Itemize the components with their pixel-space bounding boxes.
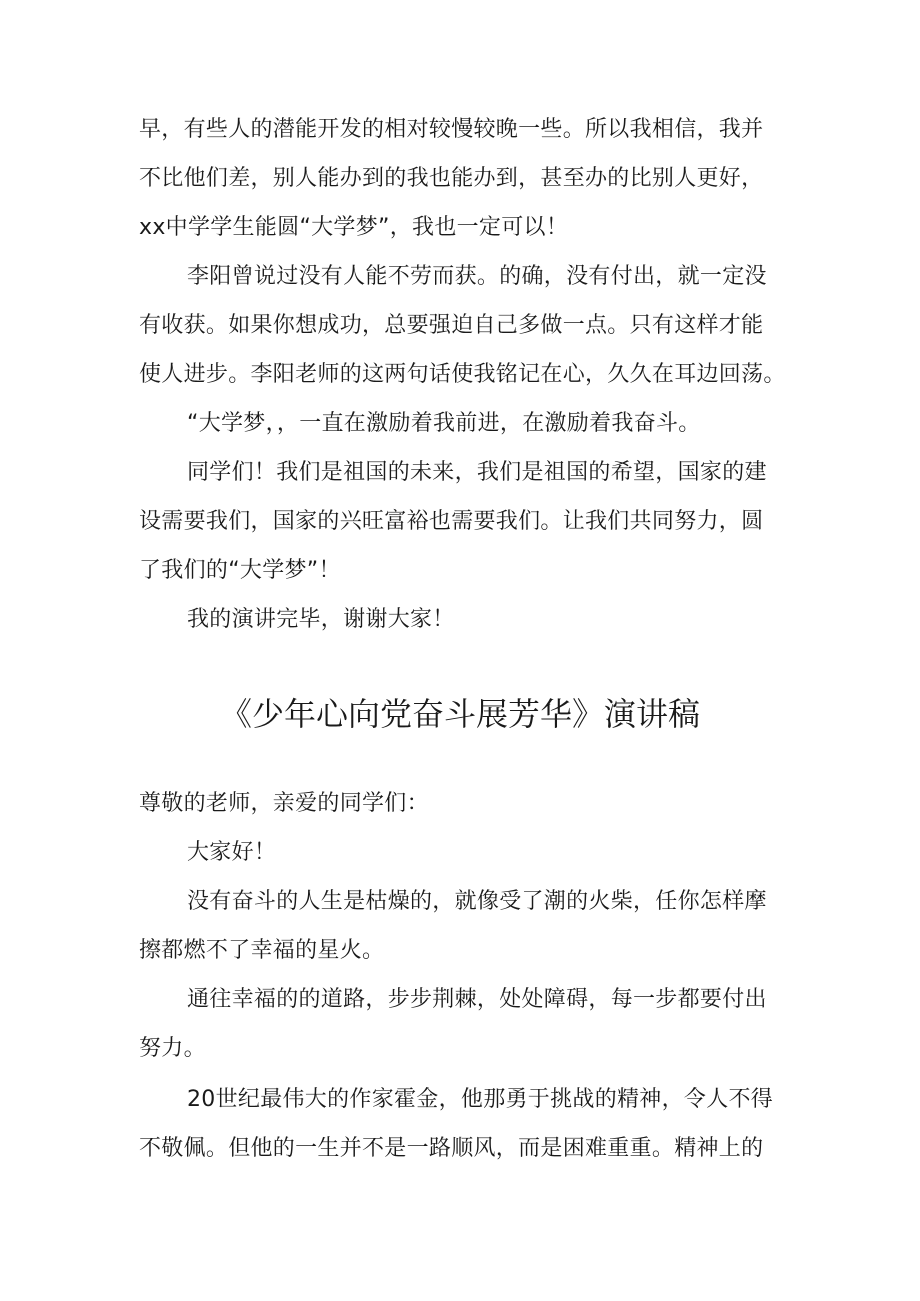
paragraph-line: xx中学学生能圆“大学梦”，我也一定可以！ — [139, 215, 569, 240]
paragraph-line: 不敬佩。但他的一生并不是一路顺风，而是困难重重。精神上的 — [139, 1136, 764, 1161]
paragraph-line: 擦都燃不了幸福的星火。 — [139, 938, 385, 963]
paragraph-line: 不比他们差，别人能办到的我也能办到，甚至办的比别人更好， — [139, 166, 764, 191]
paragraph-line: 设需要我们，国家的兴旺富裕也需要我们。让我们共同努力，圆 — [139, 509, 764, 534]
paragraph-line: 使人进步。李阳老师的这两句话使我铭记在心，久久在耳边回荡。 — [139, 362, 786, 387]
paragraph-line: 我的演讲完毕，谢谢大家！ — [187, 607, 455, 632]
paragraph-line: 同学们！我们是祖国的未来，我们是祖国的希望，国家的建 — [187, 460, 767, 485]
paragraph-line: 没有奋斗的人生是枯燥的，就像受了潮的火柴，任你怎样摩 — [187, 889, 767, 914]
paragraph-line: 通往幸福的的道路，步步荆棘，处处障碍，每一步都要付出 — [187, 987, 767, 1012]
document-title: 《少年心向党奋斗展芳华》演讲稿 — [219, 695, 700, 733]
paragraph-line: 早，有些人的潜能开发的相对较慢较晚一些。所以我相信，我并 — [139, 117, 764, 142]
paragraph-line: 了我们的“大学梦”！ — [139, 558, 341, 583]
paragraph-line: 有收获。如果你想成功，总要强迫自己多做一点。只有这样才能 — [139, 313, 764, 338]
paragraph-line: 努力。 — [139, 1036, 206, 1061]
paragraph-line: “大学梦，，一直在激励着我前进，在激励着我奋斗。 — [187, 411, 701, 436]
salutation-line: 尊敬的老师，亲爱的同学们： — [139, 791, 429, 816]
greeting-line: 大家好！ — [187, 840, 277, 865]
paragraph-line: 李阳曾说过没有人能不劳而获。的确，没有付出，就一定没 — [187, 264, 767, 289]
paragraph-line: 20世纪最伟大的作家霍金，他那勇于挑战的精神，令人不得 — [187, 1087, 774, 1112]
